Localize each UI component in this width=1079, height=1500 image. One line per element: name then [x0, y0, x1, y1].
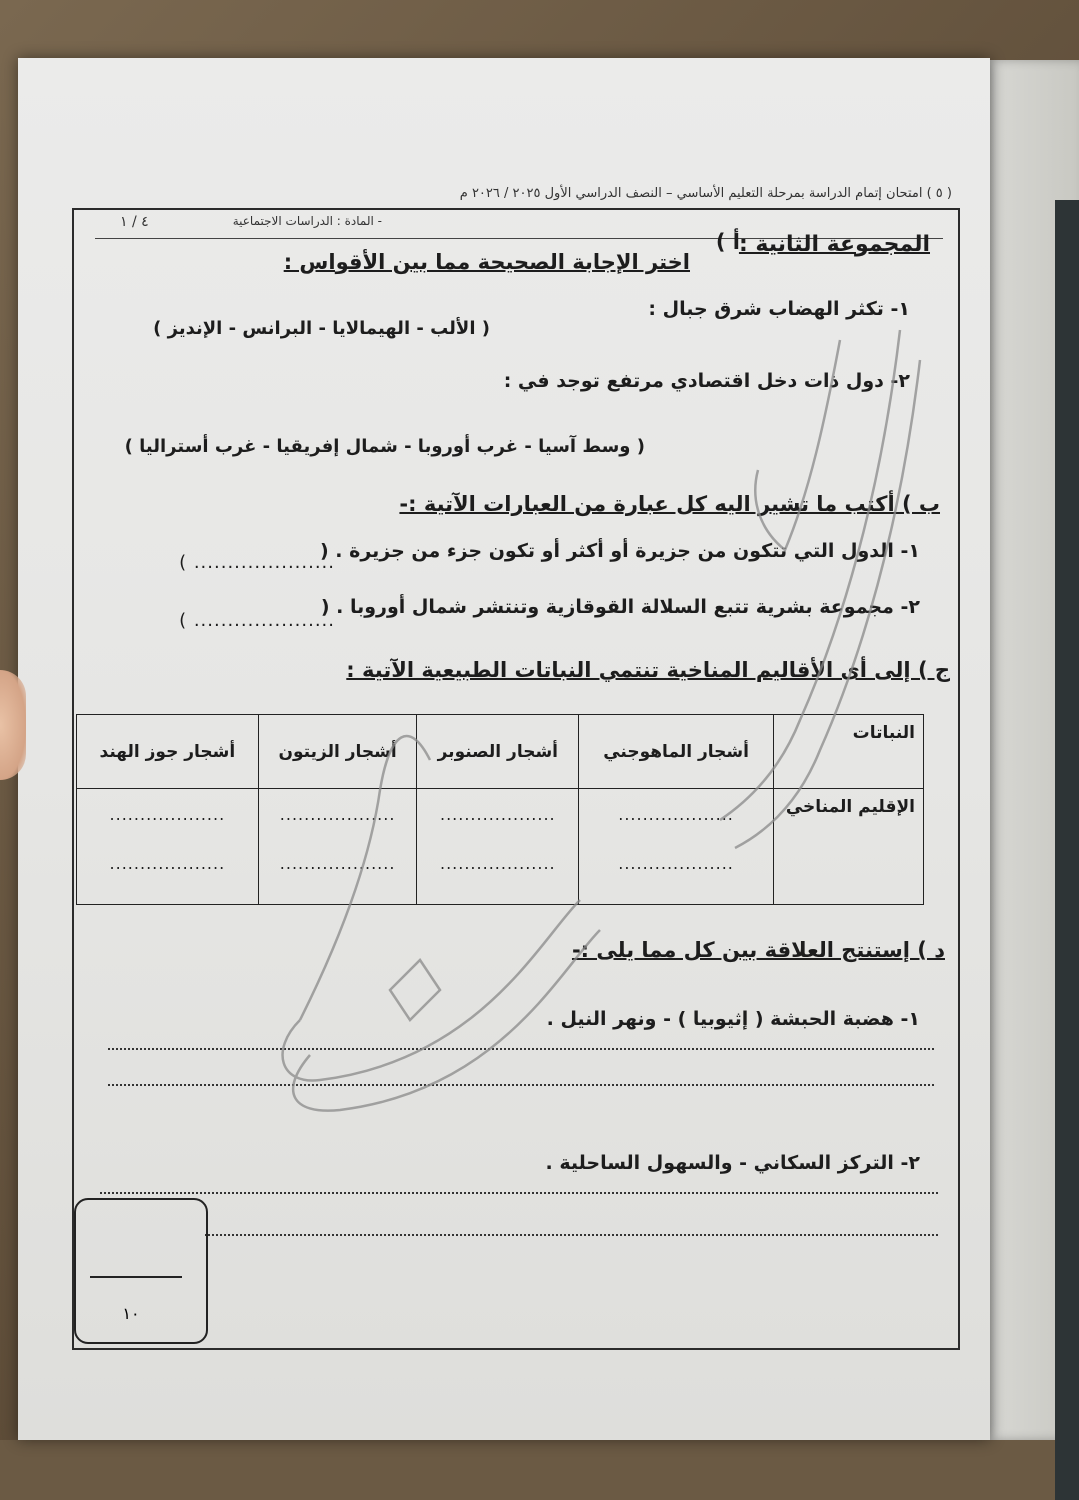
section-d-q2: ٢- التركز السكاني - والسهول الساحلية .	[545, 1152, 920, 1174]
section-a-q1: ١- تكثر الهضاب شرق جبال :	[648, 298, 910, 320]
book-cover-edge	[1055, 200, 1079, 1500]
section-a-q1-options: ( الألب - الهيمالايا - البرانس - الإنديز )	[153, 318, 490, 339]
answer-blank: ...................	[618, 854, 734, 873]
score-box	[74, 1198, 208, 1344]
section-a-q2: ٢- دول ذات دخل اقتصادي مرتفع توجد في :	[503, 370, 910, 392]
section-b-q2: ٢- مجموعة بشرية تتبع السلالة القوقازية وتنتشر شمال أوروبا . (	[320, 596, 920, 618]
answer-blank: ...................	[440, 854, 556, 873]
section-a-label: أ )	[715, 230, 740, 254]
section-b-q2-blank[interactable]: ..................... )	[179, 610, 335, 631]
row-label-plants: النباتات	[774, 715, 924, 789]
answer-blank: ...................	[279, 854, 396, 873]
answer-blank: ...................	[109, 854, 226, 873]
section-d-title: د ) إستنتج العلاقة بين كل مما يلى :-	[571, 938, 945, 962]
subject-label: - المادة : الدراسات الاجتماعية	[232, 214, 382, 228]
exam-header: ( ٥ ) امتحان إتمام الدراسة بمرحلة التعليم الأساسي – النصف الدراسي الأول ٢٠٢٥ / ٢٠٢٦ م	[459, 186, 952, 201]
page-number: ٤ / ١	[120, 214, 149, 230]
section-a-q2-options: ( وسط آسيا - غرب أوروبا - شمال إفريقيا - غرب أستراليا )	[124, 436, 645, 457]
answer-blank: ...................	[440, 805, 556, 824]
answer-blank: ...................	[279, 805, 396, 824]
section-c-title: ج ) إلى أى الأقاليم المناخية تنتمي النباتات الطبيعية الآتية :	[346, 658, 950, 682]
plant-coconut: أشجار جوز الهند	[77, 715, 259, 789]
watermark-stamp	[280, 300, 940, 1200]
plant-pine: أشجار الصنوبر	[417, 715, 579, 789]
plant-olive: أشجار الزيتون	[258, 715, 417, 789]
score-divider	[90, 1276, 182, 1278]
section-b-q1: ١- الدول التي تتكون من جزيرة أو أكثر أو تكون جزء من جزيرة . (	[319, 540, 920, 562]
answer-blank: ...................	[109, 805, 226, 824]
answer-line[interactable]	[205, 1234, 938, 1236]
section-a-title: اختر الإجابة الصحيحة مما بين الأقواس :	[283, 250, 690, 274]
row-label-region: الإقليم المناخي	[774, 789, 924, 905]
score-total: ١٠	[122, 1304, 140, 1323]
section-b-q1-blank[interactable]: ..................... )	[179, 552, 335, 573]
thumb	[0, 670, 26, 780]
plant-mahogany: أشجار الماهوجني	[579, 715, 774, 789]
answer-blank: ...................	[618, 805, 734, 824]
section-d-q1: ١- هضبة الحبشة ( إثيوبيا ) - ونهر النيل .	[546, 1008, 920, 1030]
group-title: المجموعة الثانية :	[738, 232, 930, 257]
section-b-title-text: ب ) أكتب ما تشير اليه كل عبارة من العبارات الآتية :-	[399, 492, 940, 516]
answer-cell[interactable]	[77, 789, 259, 905]
adjacent-page	[985, 60, 1079, 1440]
